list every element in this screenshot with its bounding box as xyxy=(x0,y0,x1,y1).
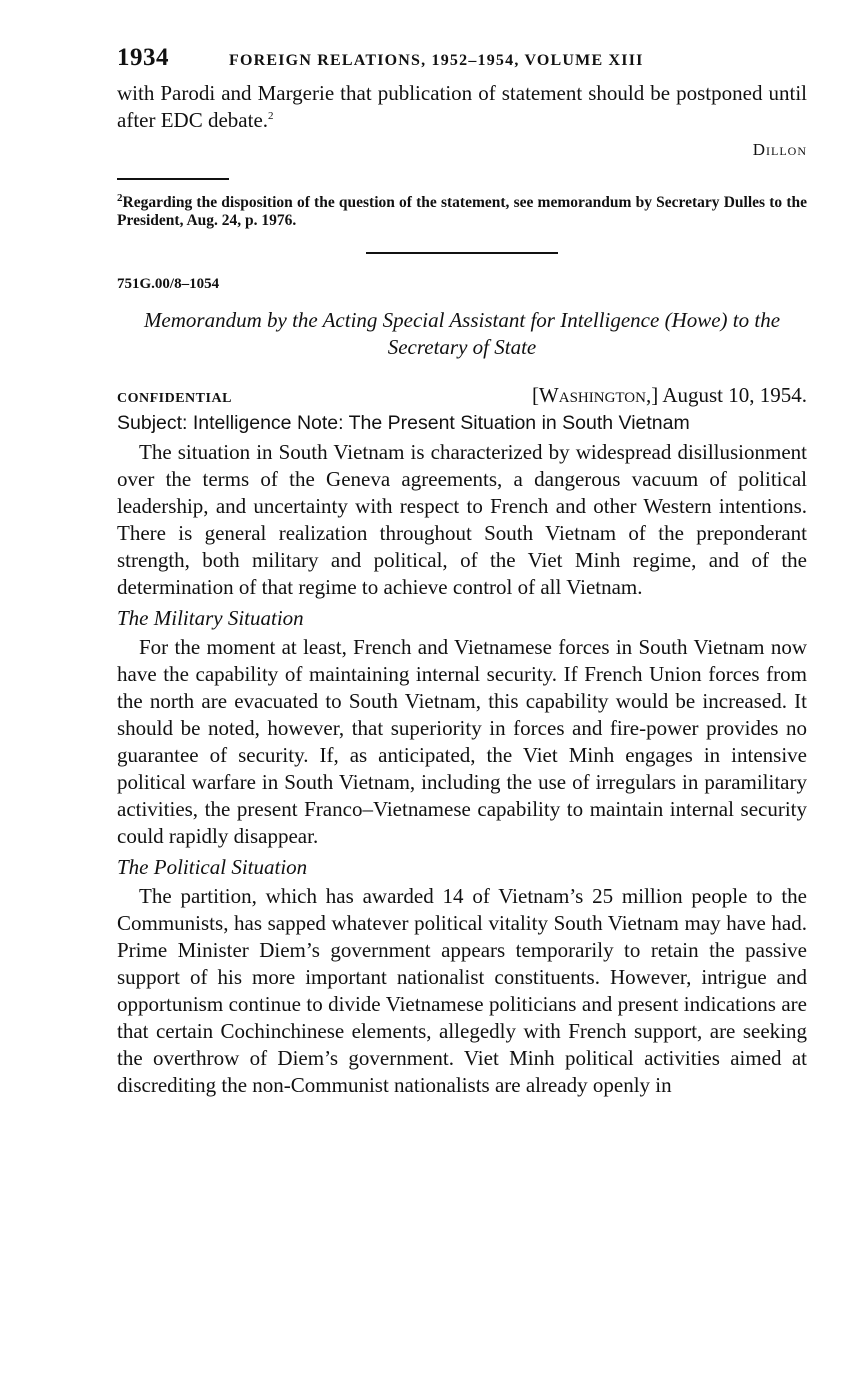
section-divider xyxy=(366,252,558,254)
date: August 10, 1954. xyxy=(662,383,807,407)
file-number: 751G.00/8–1054 xyxy=(117,276,220,292)
document-page xyxy=(117,44,807,1099)
heading-political: The Political Situation xyxy=(117,855,308,879)
running-head: FOREIGN RELATIONS, 1952–1954, VOLUME XIII xyxy=(229,52,644,69)
signature: Dillon xyxy=(752,140,807,159)
page-header xyxy=(117,44,807,80)
paragraph-intro: The situation in South Vietnam is characterized by widespread disillusionment over the terms of the Geneva agreements, a dangerous vacuum of political leadership, and uncertainty with respect to French and other Western intentions. There is general realization throughout South Vietnam of the preponderant strength, both military and political, of the Viet Minh regime, and of the determination of that regime to achieve control of all Vietnam. xyxy=(117,440,807,599)
paragraph-political: The partition, which has awarded 14 of Vietnam’s 25 million people to the Communists, has sapped whatever political vitality South Vietnam may have had. Prime Minister Diem’s government appears temporarily to retain the passive support of his more important nationalist constituents. However, intrigue and opportunism continue to divide Vietnamese politicians and present indications are that certain Cochinchinese elements, allegedly with French support, are seeking the overthrow of Diem’s government. Viet Minh political activities aimed at discrediting the non-Communist nationalists are already openly in xyxy=(117,884,807,1097)
continuation-paragraph xyxy=(117,80,807,134)
heading-military: The Military Situation xyxy=(117,606,304,630)
place-date xyxy=(532,383,807,408)
footnote-divider xyxy=(117,178,229,180)
place: [Washington,] xyxy=(531,383,659,407)
page-number: 1934 xyxy=(117,44,169,71)
continuation-text: with Parodi and Margerie that publication of statement should be postponed until after EDC debate. xyxy=(117,81,807,132)
footnote-mark: 2 xyxy=(117,191,123,204)
dateline xyxy=(117,383,807,408)
classification: CONFIDENTIAL xyxy=(117,391,232,406)
footnote-text: Regarding the disposition of the question of the statement, see memorandum by Secretary Dulles to the President, Aug. 24, p. 1976. xyxy=(117,194,807,229)
footnote xyxy=(117,191,807,230)
footnote-reference: 2 xyxy=(268,110,274,122)
subject-line: Subject: Intelligence Note: The Present Situation in South Vietnam xyxy=(117,412,690,434)
document-title: Memorandum by the Acting Special Assistant for Intelligence (Howe) to the Secretary of State xyxy=(143,308,781,359)
paragraph-military: For the moment at least, French and Vietnamese forces in South Vietnam now have the capability of maintaining internal security. If French Union forces from the north are evacuated to South Vietnam, this capability would be increased. It should be noted, however, that superiority in forces and fire-power provides no guarantee of security. If, as anticipated, the Viet Minh engages in intensive political warfare in South Vietnam, including the use of irregulars in paramilitary activities, the present Franco–Vietnamese capability to maintain internal security could rapidly disappear. xyxy=(117,635,807,848)
